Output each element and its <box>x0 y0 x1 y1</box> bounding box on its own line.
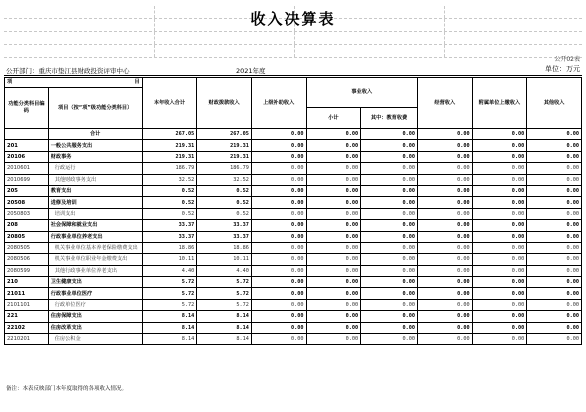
cell-value: 0.00 <box>251 311 306 322</box>
table-row <box>5 254 582 265</box>
cell-value: 219.31 <box>197 151 252 162</box>
cell-value: 0.00 <box>527 197 582 208</box>
cell-value: 0.00 <box>527 174 582 185</box>
header-subtotal: 小计 <box>306 108 361 129</box>
cell-value: 4.40 <box>197 265 252 276</box>
cell-value: 0.00 <box>472 311 527 322</box>
cell-name: 教育支出 <box>48 185 142 196</box>
header-xiang: 项 <box>7 79 13 85</box>
table-row <box>5 277 582 288</box>
cell-value: 0.00 <box>527 140 582 151</box>
cell-value: 0.00 <box>251 151 306 162</box>
cell-value: 219.31 <box>142 140 197 151</box>
cell-value: 0.00 <box>472 334 527 345</box>
cell-value: 0.00 <box>361 129 418 140</box>
cell-code: 2210201 <box>5 334 49 345</box>
cell-value: 0.00 <box>527 185 582 196</box>
cell-value: 0.00 <box>306 151 361 162</box>
cell-value: 0.00 <box>361 231 418 242</box>
cell-value: 0.00 <box>251 129 306 140</box>
cell-code: 2080506 <box>5 254 49 265</box>
cell-value: 0.00 <box>472 151 527 162</box>
cell-value: 0.00 <box>251 174 306 185</box>
cell-value: 0.52 <box>142 208 197 219</box>
cell-value: 0.00 <box>251 242 306 253</box>
cell-value: 186.79 <box>197 163 252 174</box>
cell-code: 22102 <box>5 322 49 333</box>
cell-value: 10.11 <box>197 254 252 265</box>
cell-value: 0.00 <box>361 163 418 174</box>
cell-value: 0.00 <box>527 163 582 174</box>
cell-value: 0.00 <box>418 129 473 140</box>
table-row <box>5 288 582 299</box>
cell-value: 0.00 <box>361 151 418 162</box>
cell-value: 0.52 <box>197 208 252 219</box>
cell-value: 0.00 <box>361 265 418 276</box>
cell-value: 33.37 <box>197 220 252 231</box>
cell-value: 0.00 <box>527 129 582 140</box>
cell-code: 2080505 <box>5 242 49 253</box>
cell-value: 0.00 <box>306 311 361 322</box>
cell-value: 0.00 <box>306 322 361 333</box>
document-title: 收入决算表 <box>250 10 336 28</box>
cell-value: 0.00 <box>418 242 473 253</box>
cell-value: 0.00 <box>472 197 527 208</box>
table-body <box>5 129 582 345</box>
cell-value: 0.00 <box>527 288 582 299</box>
cell-value: 0.00 <box>306 334 361 345</box>
cell-value: 0.00 <box>361 242 418 253</box>
cell-value: 33.37 <box>197 231 252 242</box>
cell-name: 住房保障支出 <box>48 311 142 322</box>
cell-name: 行政事业单位医疗 <box>48 288 142 299</box>
cell-value: 0.00 <box>418 208 473 219</box>
cell-value: 0.00 <box>361 254 418 265</box>
cell-value: 0.00 <box>472 220 527 231</box>
cell-value: 0.00 <box>472 322 527 333</box>
table-row <box>5 311 582 322</box>
cell-value: 8.14 <box>197 334 252 345</box>
table-row <box>5 197 582 208</box>
cell-value: 8.14 <box>142 311 197 322</box>
cell-code: 210 <box>5 277 49 288</box>
cell-code: 2010699 <box>5 174 49 185</box>
table-row <box>5 242 582 253</box>
cell-name: 培训支出 <box>48 208 142 219</box>
cell-value: 32.52 <box>142 174 197 185</box>
cell-code: 20508 <box>5 197 49 208</box>
cell-value: 10.11 <box>142 254 197 265</box>
cell-value: 0.00 <box>527 220 582 231</box>
cell-value: 0.00 <box>251 140 306 151</box>
header-edu: 其中：教育收费 <box>361 108 418 129</box>
cell-value: 267.05 <box>197 129 252 140</box>
cell-value: 0.00 <box>418 231 473 242</box>
cell-code: 2010601 <box>5 163 49 174</box>
gridline <box>294 32 295 44</box>
cell-value: 0.00 <box>361 334 418 345</box>
footnote: 备注：本表反映部门本年度取得的各项收入情况。 <box>6 386 128 392</box>
gridline <box>294 45 295 57</box>
cell-name: 住房公积金 <box>48 334 142 345</box>
cell-value: 0.00 <box>251 277 306 288</box>
header-superior: 上级补助收入 <box>251 78 306 129</box>
cell-value: 0.52 <box>142 197 197 208</box>
unit-label: 单位：万元 <box>545 65 580 73</box>
cell-value: 0.00 <box>472 265 527 276</box>
cell-value: 0.00 <box>361 288 418 299</box>
table-row <box>5 174 582 185</box>
cell-value: 0.00 <box>361 140 418 151</box>
cell-value: 0.00 <box>418 220 473 231</box>
table-row <box>5 163 582 174</box>
cell-code: 208 <box>5 220 49 231</box>
header-other: 其他收入 <box>527 78 582 129</box>
cell-value: 0.00 <box>306 140 361 151</box>
cell-name: 住房改革支出 <box>48 322 142 333</box>
cell-name: 行政事业单位养老支出 <box>48 231 142 242</box>
gridline <box>154 45 155 57</box>
cell-value: 0.00 <box>418 277 473 288</box>
cell-value: 0.00 <box>361 311 418 322</box>
cell-value: 0.00 <box>472 242 527 253</box>
cell-code: 20106 <box>5 151 49 162</box>
cell-value: 0.00 <box>251 288 306 299</box>
income-table <box>4 77 582 345</box>
cell-name: 社会保障和就业支出 <box>48 220 142 231</box>
cell-value: 0.00 <box>472 174 527 185</box>
cell-value: 18.86 <box>197 242 252 253</box>
cell-value: 0.00 <box>418 299 473 310</box>
table-row <box>5 299 582 310</box>
cell-value: 0.00 <box>361 185 418 196</box>
cell-value: 0.00 <box>418 140 473 151</box>
cell-value: 5.72 <box>142 277 197 288</box>
cell-value: 0.00 <box>418 322 473 333</box>
gridline <box>444 32 445 44</box>
cell-value: 0.00 <box>306 299 361 310</box>
header-fiscal: 财政拨款收入 <box>197 78 252 129</box>
cell-name: 机关事业单位职业年金缴费支出 <box>48 254 142 265</box>
cell-code: 2101101 <box>5 299 49 310</box>
cell-code: 20805 <box>5 231 49 242</box>
cell-value: 0.00 <box>418 197 473 208</box>
cell-value: 0.00 <box>527 322 582 333</box>
cell-value: 32.52 <box>197 174 252 185</box>
cell-value: 0.00 <box>251 231 306 242</box>
cell-value: 0.00 <box>527 208 582 219</box>
table-row <box>5 129 582 140</box>
table-row <box>5 220 582 231</box>
table-row <box>5 265 582 276</box>
cell-value: 219.31 <box>142 151 197 162</box>
cell-name: 其他行政事业单位养老支出 <box>48 265 142 276</box>
table-row <box>5 185 582 196</box>
cell-value: 0.00 <box>527 242 582 253</box>
fiscal-year: 2021年度 <box>236 67 266 75</box>
cell-value: 0.00 <box>306 129 361 140</box>
gridline-row <box>4 45 582 58</box>
cell-code: 221 <box>5 311 49 322</box>
cell-value: 0.00 <box>251 334 306 345</box>
cell-value: 0.00 <box>251 254 306 265</box>
cell-value: 5.72 <box>142 299 197 310</box>
cell-name: 财政事务 <box>48 151 142 162</box>
cell-code <box>5 129 49 140</box>
cell-value: 0.00 <box>306 174 361 185</box>
cell-code: 201 <box>5 140 49 151</box>
cell-value: 0.00 <box>527 277 582 288</box>
cell-value: 8.14 <box>197 311 252 322</box>
cell-value: 0.00 <box>418 334 473 345</box>
header-career: 事业收入 <box>306 78 417 108</box>
table-row <box>5 151 582 162</box>
cell-value: 0.00 <box>527 265 582 276</box>
cell-code: 205 <box>5 185 49 196</box>
cell-code: 2080599 <box>5 265 49 276</box>
cell-value: 0.00 <box>251 299 306 310</box>
header-mu: 目 <box>134 79 140 85</box>
cell-value: 0.00 <box>472 163 527 174</box>
cell-value: 0.00 <box>472 140 527 151</box>
cell-name: 卫生健康支出 <box>48 277 142 288</box>
form-number: 公开02表 <box>554 56 580 63</box>
cell-value: 0.00 <box>251 208 306 219</box>
cell-value: 0.00 <box>306 231 361 242</box>
cell-value: 8.14 <box>142 322 197 333</box>
cell-value: 0.00 <box>418 254 473 265</box>
cell-value: 0.00 <box>418 174 473 185</box>
cell-code: 21011 <box>5 288 49 299</box>
cell-value: 0.00 <box>527 231 582 242</box>
cell-name: 合计 <box>48 129 142 140</box>
cell-value: 18.86 <box>142 242 197 253</box>
cell-value: 0.00 <box>306 185 361 196</box>
header-affiliated: 附属单位上缴收入 <box>472 78 527 129</box>
cell-name: 一般公共服务支出 <box>48 140 142 151</box>
cell-value: 0.00 <box>472 299 527 310</box>
cell-value: 0.00 <box>418 185 473 196</box>
cell-value: 0.00 <box>306 254 361 265</box>
cell-value: 0.00 <box>306 288 361 299</box>
cell-value: 0.00 <box>472 288 527 299</box>
cell-value: 0.52 <box>197 197 252 208</box>
cell-value: 8.14 <box>197 322 252 333</box>
cell-value: 8.14 <box>142 334 197 345</box>
cell-value: 0.00 <box>527 151 582 162</box>
cell-value: 0.00 <box>251 197 306 208</box>
cell-value: 0.00 <box>251 322 306 333</box>
header-total: 本年收入合计 <box>142 78 197 129</box>
cell-value: 5.72 <box>197 277 252 288</box>
cell-value: 0.00 <box>418 265 473 276</box>
cell-value: 0.00 <box>361 322 418 333</box>
table-row <box>5 334 582 345</box>
cell-value: 267.05 <box>142 129 197 140</box>
cell-value: 0.00 <box>251 220 306 231</box>
cell-name: 其他财政事务支出 <box>48 174 142 185</box>
cell-value: 0.52 <box>197 185 252 196</box>
cell-value: 0.00 <box>472 231 527 242</box>
cell-value: 33.37 <box>142 231 197 242</box>
cell-value: 5.72 <box>197 299 252 310</box>
header-business: 经营收入 <box>418 78 473 129</box>
cell-value: 33.37 <box>142 220 197 231</box>
cell-value: 0.00 <box>527 254 582 265</box>
cell-value: 0.00 <box>472 129 527 140</box>
cell-value: 0.00 <box>418 151 473 162</box>
gridline <box>154 32 155 44</box>
cell-code: 2050803 <box>5 208 49 219</box>
cell-value: 5.72 <box>197 288 252 299</box>
cell-name: 行政运行 <box>48 163 142 174</box>
header-code: 功能分类科目编码 <box>5 88 49 129</box>
cell-value: 0.00 <box>306 277 361 288</box>
cell-name: 行政单位医疗 <box>48 299 142 310</box>
cell-value: 0.00 <box>418 288 473 299</box>
header-xiang-mu <box>5 78 143 88</box>
table-row <box>5 140 582 151</box>
table-row <box>5 322 582 333</box>
cell-value: 0.52 <box>142 185 197 196</box>
cell-value: 0.00 <box>306 265 361 276</box>
department-label: 公开部门：重庆市垫江县财政投资评审中心 <box>6 67 130 75</box>
table-row <box>5 208 582 219</box>
cell-value: 5.72 <box>142 288 197 299</box>
table-header <box>5 78 582 129</box>
meta-row <box>4 64 582 76</box>
cell-value: 0.00 <box>472 208 527 219</box>
cell-value: 0.00 <box>472 254 527 265</box>
cell-value: 0.00 <box>361 277 418 288</box>
gridline <box>444 45 445 57</box>
header-name: 项目（按“项”级功能分类科目） <box>48 88 142 129</box>
cell-value: 0.00 <box>306 242 361 253</box>
cell-value: 0.00 <box>361 174 418 185</box>
gridline-row <box>4 32 582 45</box>
cell-name: 进修及培训 <box>48 197 142 208</box>
cell-value: 0.00 <box>306 163 361 174</box>
cell-value: 0.00 <box>527 299 582 310</box>
cell-value: 186.79 <box>142 163 197 174</box>
cell-value: 4.40 <box>142 265 197 276</box>
cell-value: 0.00 <box>472 277 527 288</box>
table-row <box>5 231 582 242</box>
cell-value: 0.00 <box>418 311 473 322</box>
cell-value: 0.00 <box>418 163 473 174</box>
cell-value: 0.00 <box>306 197 361 208</box>
cell-value: 0.00 <box>361 220 418 231</box>
cell-value: 219.31 <box>197 140 252 151</box>
cell-value: 0.00 <box>251 163 306 174</box>
cell-value: 0.00 <box>306 220 361 231</box>
cell-value: 0.00 <box>361 197 418 208</box>
cell-value: 0.00 <box>527 334 582 345</box>
cell-value: 0.00 <box>527 311 582 322</box>
cell-value: 0.00 <box>472 185 527 196</box>
cell-value: 0.00 <box>306 208 361 219</box>
cell-value: 0.00 <box>251 185 306 196</box>
cell-value: 0.00 <box>361 208 418 219</box>
cell-value: 0.00 <box>361 299 418 310</box>
cell-name: 机关事业单位基本养老保险缴费支出 <box>48 242 142 253</box>
cell-value: 0.00 <box>251 265 306 276</box>
header-row <box>5 78 582 88</box>
